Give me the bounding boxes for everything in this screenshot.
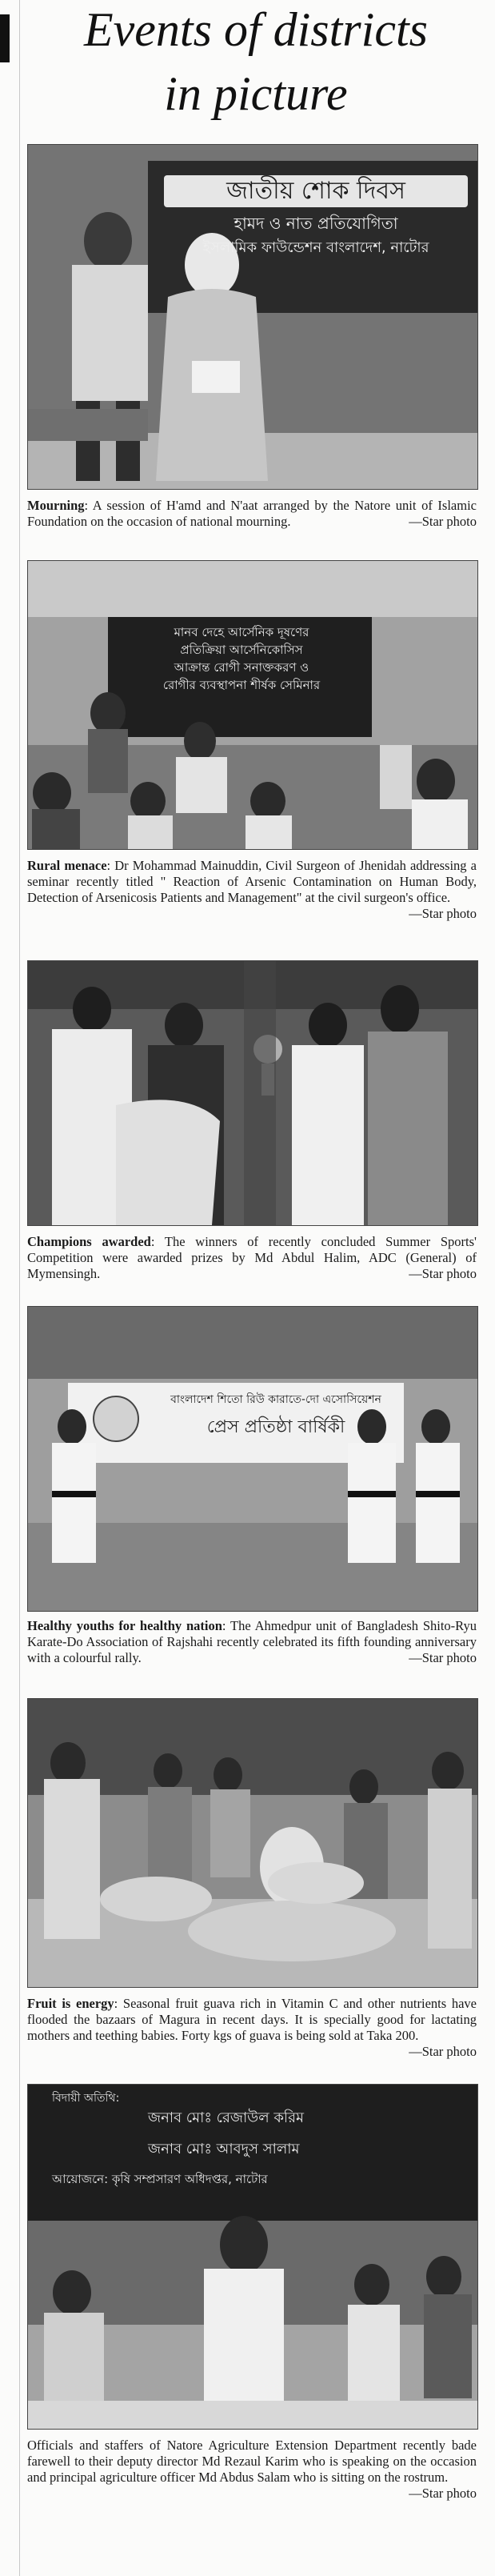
caption-lead: Fruit is energy <box>27 1996 114 2011</box>
adjacent-column-rule <box>0 14 10 62</box>
photo-rural-menace-image <box>28 561 477 849</box>
arsenic-banner-line-3: আক্রান্ত রোগী সনাক্তকরণ ও <box>174 660 309 675</box>
arsenic-banner-line-4: রোগীর ব্যবস্থাপনা শীর্ষক সেমিনার <box>162 678 321 692</box>
caption-fruit-is-energy <box>27 1996 477 2060</box>
photo-credit: — Star photo <box>409 1650 477 1666</box>
photo-fruit-is-energy <box>27 1698 478 1988</box>
arsenic-banner-line-2: প্রতিক্রিয়া আর্সেনিকোসিস <box>180 643 303 657</box>
photo-farewell <box>27 2084 478 2430</box>
caption-text: : A session of H'amd and N'aat arranged by the Natore unit of Islamic Foundation on the occasion of national mourning. <box>27 498 477 529</box>
karate-banner-line-2: প্রেস প্রতিষ্ঠা বার্ষিকী <box>206 1417 345 1437</box>
photo-credit: — Star photo <box>409 2044 477 2060</box>
karate-banner-line-1: বাংলাদেশ শিতো রিউ কারাতে-দো এসোসিয়েশন <box>170 1393 381 1406</box>
caption-rural-menace <box>27 858 477 922</box>
mourning-banner-line-1: জাতীয় শোক দিবস <box>164 175 468 207</box>
farewell-banner-line-1: বিদায়ী অতিথি: <box>52 2092 120 2105</box>
column-divider <box>19 0 20 2576</box>
caption-mourning <box>27 498 477 530</box>
caption-lead: Mourning <box>27 498 85 513</box>
farewell-banner-line-2: জনাব মোঃ রেজাউল করিম <box>148 2109 304 2126</box>
caption-lead: Champions awarded <box>27 1234 151 1249</box>
caption-text: : The winners of recently concluded Summer Sports' Competition were awarded prizes by Md Abdul Halim, ADC (General) of Mymensingh. <box>27 1234 477 1281</box>
photo-champions-awarded <box>27 960 478 1226</box>
photo-champions-awarded-image <box>28 961 477 1225</box>
caption-lead: Healthy youths for healthy nation <box>27 1618 222 1633</box>
caption-healthy-youths <box>27 1618 477 1666</box>
farewell-banner-line-3: জনাব মোঃ আবদুস সালাম <box>148 2141 300 2157</box>
adjacent-column-fragment <box>0 0 18 512</box>
farewell-banner-line-4: আয়োজনে: কৃষি সম্প্রসারণ অধিদপ্তর, নাটোর <box>52 2172 268 2186</box>
caption-text: Officials and staffers of Natore Agriculture Extension Department recently bade farewell to their deputy director Md Rezaul Karim who is speaking on the occasion and principal agriculture officer Md Abdus Salam who is sitting on the rostrum. <box>27 2438 477 2485</box>
arsenic-banner-line-1: মানব দেহে আর্সেনিক দূষণের <box>174 625 309 639</box>
mourning-banner-line-2: হামদ ও নাত প্রতিযোগিতা <box>234 214 398 233</box>
caption-farewell <box>27 2438 477 2502</box>
photo-healthy-youths <box>27 1306 478 1612</box>
page-headline-line-1: Events of districts <box>84 3 428 56</box>
photo-rural-menace <box>27 560 478 850</box>
caption-text: : Seasonal fruit guava rich in Vitamin C and other nutrients have flooded the bazaars of Magura in recent days. It is specially good for lactating mothers and teething babies. Forty kgs of guava is being sold at Taka 200. <box>27 1996 477 2043</box>
photo-healthy-youths-image <box>28 1307 477 1611</box>
photo-mourning <box>27 144 478 490</box>
photo-credit: — Star photo <box>409 2486 477 2502</box>
photo-credit: — Star photo <box>409 906 477 922</box>
caption-text: : Dr Mohammad Mainuddin, Civil Surgeon of Jhenidah addressing a seminar recently titled " Reaction of Arsenic Contamination on Human Body, Detection of Arsenicosis Patients and Management" at the civil surgeon's office. <box>27 858 477 905</box>
caption-champions-awarded <box>27 1234 477 1282</box>
page-headline-line-2: in picture <box>164 67 348 120</box>
photo-fruit-is-energy-image <box>28 1699 477 1987</box>
caption-text: : The Ahmedpur unit of Bangladesh Shito-Ryu Karate-Do Association of Rajshahi recently celebrated its fifth founding anniversary with a colourful rally. <box>27 1618 477 1665</box>
caption-lead: Rural menace <box>27 858 107 873</box>
photo-credit: — Star photo <box>409 514 477 530</box>
photo-credit: — Star photo <box>409 1266 477 1282</box>
mourning-banner-line-3: ইসলামিক ফাউন্ডেশন বাংলাদেশ, নাটোর <box>202 239 429 256</box>
